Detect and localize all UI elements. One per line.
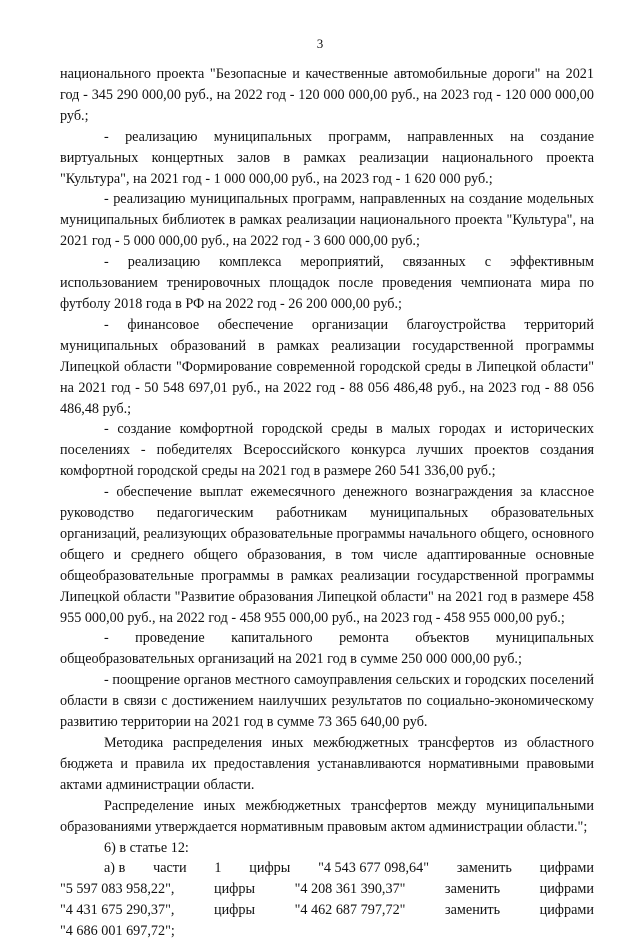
amendment-word: а) в: [104, 860, 126, 877]
paragraph: - финансовое обеспечение организации благоустройства территорий муниципальных образований в рамках реализации государственной программы Липецкой области "Формирование современной городской среды в Липецкой области" на 2021 год - 50 548 697,01 руб., на 2022 год - 88 056 486,48 руб., на 2023 год - 88 056 486,48 руб.;: [60, 316, 594, 417]
amendment-word: "5 597 083 958,22",: [60, 881, 175, 898]
amendment-line: [60, 858, 594, 879]
amendment-line: [60, 921, 594, 942]
amendment-line: [60, 879, 594, 900]
amendment-word: "4 208 361 390,37": [294, 881, 406, 898]
amendment-word: цифрами: [539, 860, 594, 877]
amendment-word: 1: [214, 860, 222, 877]
amendment-word: заменить: [445, 902, 501, 919]
amendment-word: заменить: [456, 860, 512, 877]
amendment-word: "4 462 687 797,72": [294, 902, 406, 919]
paragraph: - проведение капитального ремонта объектов муниципальных общеобразовательных организаций на 2021 год в сумме 250 000 000,00 руб.;: [60, 630, 594, 668]
paragraph: - реализацию муниципальных программ, направленных на создание модельных муниципальных библиотек в рамках реализации национального проекта "Культура", на 2021 год - 5 000 000,00 руб., на 2022 год - 3 600 000,00 руб.;: [60, 191, 594, 250]
amendment-word: части: [153, 860, 187, 877]
paragraph: - реализацию комплекса мероприятий, связанных с эффективным использованием тренировочных площадок после проведения чемпионата мира по футболу 2018 года в РФ на 2022 год - 26 200 000,00 руб.;: [60, 254, 594, 312]
amendment-word: "4 686 001 697,72";: [60, 923, 175, 940]
amendment-word: цифрами: [539, 902, 594, 919]
amendment-word: цифрами: [539, 881, 594, 898]
paragraph: Методика распределения иных межбюджетных трансфертов из областного бюджета и правила их предоставления устанавливаются нормативными правовыми актами администрации области.: [60, 735, 594, 793]
amendment-line: [60, 900, 594, 921]
amendment-block: [60, 858, 594, 942]
paragraph: - реализацию муниципальных программ, направленных на создание виртуальных концертных залов в рамках реализации национального проекта "Культура", на 2021 год - 1 000 000,00 руб., на 2023 год - 1 620 000 руб.;: [60, 128, 594, 187]
paragraph: - создание комфортной городской среды в малых городах и исторических поселениях - победителях Всероссийского конкурса лучших проектов создания комфортной городской среды на 2021 год в размере 260 541 336,00 руб.;: [60, 421, 594, 480]
paragraph: Распределение иных межбюджетных трансфертов между муниципальными образованиями утверждается нормативным правовым актом администрации области.";: [60, 797, 594, 835]
amendment-word: "4 543 677 098,64": [318, 860, 430, 877]
amendment-word: "4 431 675 290,37",: [60, 902, 175, 919]
amendment-word: цифры: [214, 902, 256, 919]
paragraph: национального проекта "Безопасные и качественные автомобильные дороги" на 2021 год - 345 290 000,00 руб., на 2022 год - 120 000 000,00 руб., на 2023 год - 120 000 000,00 руб.;: [60, 66, 594, 124]
paragraph: - обеспечение выплат ежемесячного денежного вознаграждения за классное руководство педагогическим работникам муниципальных образовательных организаций, реализующих образовательные программы начального общего, основного общего и среднего общего образования, в том числе адаптированные основные общеобразовательные программы в рамках реализации государственной программы Липецкой области "Развитие образования Липецкой области" на 2021 год в размере 458 955 000,00 руб., на 2022 год - 458 955 000,00 руб., на 2023 год - 458 955 000,00 руб.;: [60, 484, 594, 626]
page-number: 3: [316, 36, 324, 51]
document-body: [60, 64, 594, 942]
paragraph: 6) в статье 12:: [104, 839, 189, 856]
amendment-word: цифры: [249, 860, 291, 877]
amendment-word: заменить: [445, 881, 501, 898]
amendment-word: цифры: [214, 881, 256, 898]
paragraph: - поощрение органов местного самоуправления сельских и городских поселений области в связи с достижением наилучших результатов по социально-экономическому развитию территории на 2021 год в сумме 73 365 640,00 руб.: [60, 672, 594, 731]
